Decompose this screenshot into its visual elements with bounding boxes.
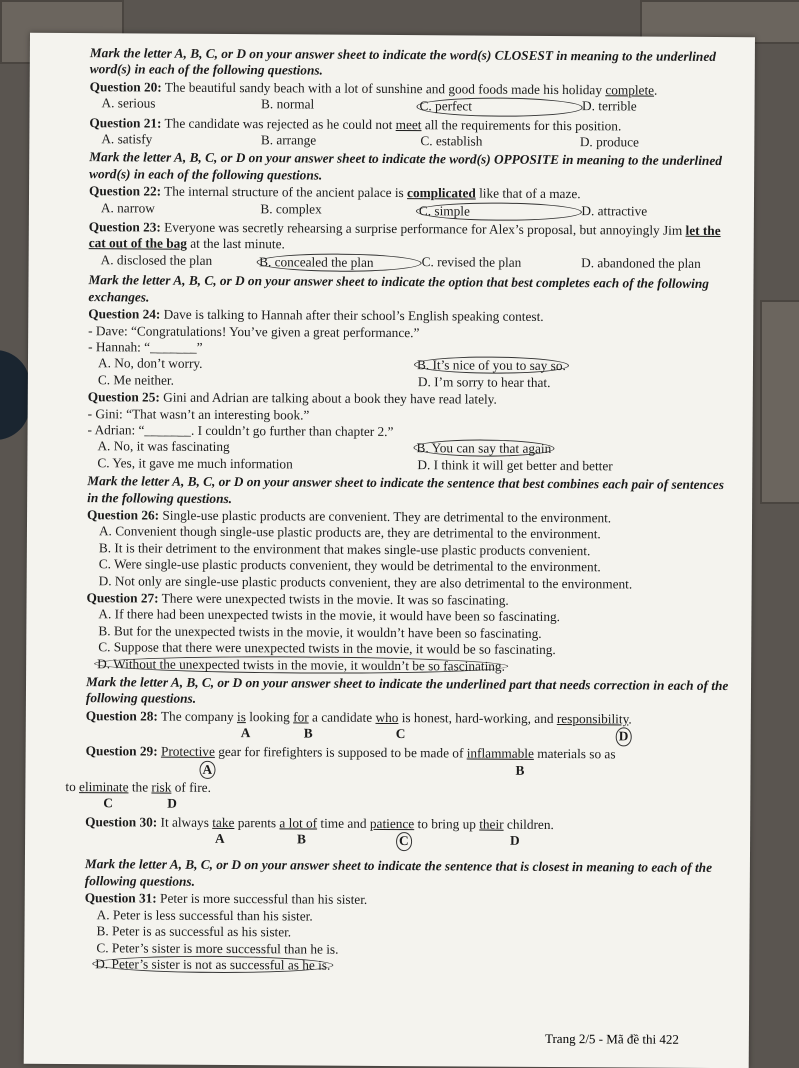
option-a[interactable]: A. narrow [100, 199, 155, 216]
option-b[interactable]: B. Peter is as successful as his sister. [96, 923, 292, 940]
option-d[interactable]: D. I’m sorry to hear that. [417, 373, 551, 390]
question-23: Question 23: Everyone was secretly rehearsing a surprise performance for Alex’s proposal, but annoyingly Jim let the cat out of the bag at the last minute. [88, 219, 721, 252]
option-c[interactable]: C. Peter’s sister is more successful than he is. [96, 939, 339, 957]
exam-content [65, 43, 740, 976]
option-b-circled[interactable]: B. You can say that again [413, 439, 554, 457]
option-c-circled[interactable]: C. simple [416, 202, 582, 221]
instruction: Mark the letter A, B, C, or D on your answer sheet to indicate the word(s) CLOSEST in meaning to the underlined word(s) in each of the following questions. [89, 45, 716, 78]
instruction: Mark the letter A, B, C, or D on your answer sheet to indicate the word(s) OPPOSITE in meaning to the underlined word(s) in each of the following questions. [89, 149, 722, 183]
dialogue-line: - Gini: “That wasn’t an interesting book.” [87, 405, 310, 423]
option-d-circled[interactable]: D. Without the unexpected twists in the movie, it wouldn’t be so fascinating. [94, 655, 508, 675]
option-d[interactable]: D. Not only are single-use plastic products convenient, they are also detrimental to the environment. [98, 572, 633, 592]
letter-a-circled[interactable]: A [199, 760, 215, 779]
option-a[interactable]: A. disclosed the plan [100, 252, 213, 268]
question-21: Question 21: The candidate was rejected as he could not meet all the requirements for this position. [89, 114, 622, 134]
letter-c: C [395, 726, 406, 742]
options [88, 355, 738, 392]
part-letters [85, 831, 735, 853]
options [89, 252, 739, 274]
instruction: Mark the letter A, B, C, or D on your answer sheet to indicate the option that best completes each of the following exchanges. [88, 272, 709, 305]
question-26: Question 26: Single-use plastic products are convenient. They are detrimental to the environment. [87, 507, 612, 526]
option-d[interactable]: D. terrible [582, 98, 637, 114]
dialogue-line: - Dave: “Congratulations! You’ve given a great performance.” [88, 322, 420, 340]
question-27: Question 27: There were unexpected twists in the movie. It was so fascinating. [86, 590, 509, 608]
option-d[interactable]: D. produce [579, 134, 639, 150]
letter-a: A [215, 831, 225, 847]
question-29: Question 29: Protective gear for firefighters is supposed to be made of inflammable materials so as [85, 743, 616, 762]
instruction: Mark the letter A, B, C, or D on your answer sheet to indicate the sentence that best combines each pair of sentences in the following questions. [87, 473, 724, 506]
question-20: Question 20: The beautiful sandy beach with a lot of sunshine and good foods made his holiday complete. [89, 78, 658, 98]
option-c[interactable]: C. Suppose that there were unexpected twists in the movie, it would be so fascinating. [98, 639, 556, 658]
instruction: Mark the letter A, B, C, or D on your answer sheet to indicate the underlined part that needs correction in each of the following questions. [85, 674, 729, 707]
option-b[interactable]: B. But for the unexpected twists in the movie, it wouldn’t have been so fascinating. [98, 623, 542, 641]
letter-c-circled[interactable]: C [396, 833, 412, 852]
option-c[interactable]: C. Were single-use plastic products convenient, they would be detrimental to the environment. [98, 556, 601, 575]
background-tile [760, 300, 799, 504]
option-d[interactable]: D. abandoned the plan [581, 255, 701, 271]
option-a[interactable]: A. satisfy [101, 131, 153, 147]
question-30: Question 30: It always take parents a lot of time and patience to bring up their children. [85, 814, 554, 833]
option-c[interactable]: C. establish [420, 133, 483, 149]
instruction: Mark the letter A, B, C, or D on your answer sheet to indicate the sentence that is closest in meaning to each of the following questions. [84, 856, 713, 889]
letter-d: D [510, 833, 520, 849]
question-25: Question 25: Gini and Adrian are talking about a book they have read lately. [87, 389, 497, 407]
option-b-circled[interactable]: B. It’s nice of you to say so. [414, 356, 569, 374]
option-d-circled[interactable]: D. Peter’s sister is not as successful as he is. [92, 955, 333, 973]
option-b-circled[interactable]: B. concealed the plan [256, 253, 422, 272]
letter-b: B [297, 831, 307, 847]
option-a[interactable]: A. No, don’t worry. [97, 355, 203, 372]
option-c[interactable]: C. revised the plan [421, 254, 522, 270]
letter-c: C [103, 795, 113, 811]
letter-b: B [515, 762, 525, 778]
letter-d: D [167, 795, 177, 811]
option-c[interactable]: C. Me neither. [97, 371, 175, 388]
option-c-circled[interactable]: C. perfect [417, 97, 583, 116]
question-28: Question 28: The company is looking for a candidate who is honest, hard-working, and responsibility. [85, 707, 632, 727]
dialogue-line: - Hannah: “_______” [88, 339, 203, 355]
letter-a: A [240, 725, 251, 741]
question-24: Question 24: Dave is talking to Hannah after their school’s English speaking contest. [88, 306, 544, 325]
exam-page [24, 33, 755, 1068]
option-a[interactable]: A. Convenient though single-use plastic products are, they are detrimental to the environment. [98, 523, 601, 542]
dialogue-line: - Adrian: “_______. I couldn’t go further than chapter 2.” [87, 422, 394, 439]
option-d[interactable]: D. I think it will get better and better [417, 456, 613, 474]
option-b[interactable]: B. arrange [260, 132, 317, 148]
option-b[interactable]: B. normal [261, 96, 315, 112]
option-b[interactable]: B. complex [260, 200, 322, 217]
question-29-cont: to eliminate the risk of fire. [65, 778, 211, 795]
shoe [0, 350, 30, 440]
option-a[interactable]: A. serious [101, 95, 156, 111]
option-c[interactable]: C. Yes, it gave me much information [97, 454, 293, 472]
page-footer: Trang 2/5 - Mã đề thi 422 [544, 1030, 679, 1047]
option-a[interactable]: A. Peter is less successful than his sister. [96, 906, 313, 924]
question-31: Question 31: Peter is more successful than his sister. [84, 890, 368, 908]
option-a[interactable]: A. If there had been unexpected twists in the movie, it would have been so fascinating. [98, 606, 561, 625]
letter-d-circled[interactable]: D [616, 728, 632, 747]
option-d[interactable]: D. attractive [581, 202, 648, 219]
letter-b: B [303, 725, 313, 741]
option-b[interactable]: B. It is their detriment to the environment that makes single-use plastic products convenient. [98, 539, 591, 558]
options [89, 131, 739, 151]
option-a[interactable]: A. No, it was fascinating [97, 438, 230, 455]
options [87, 438, 737, 475]
question-22: Question 22: The internal structure of the ancient palace is complicated like that of a maze. [88, 183, 581, 202]
